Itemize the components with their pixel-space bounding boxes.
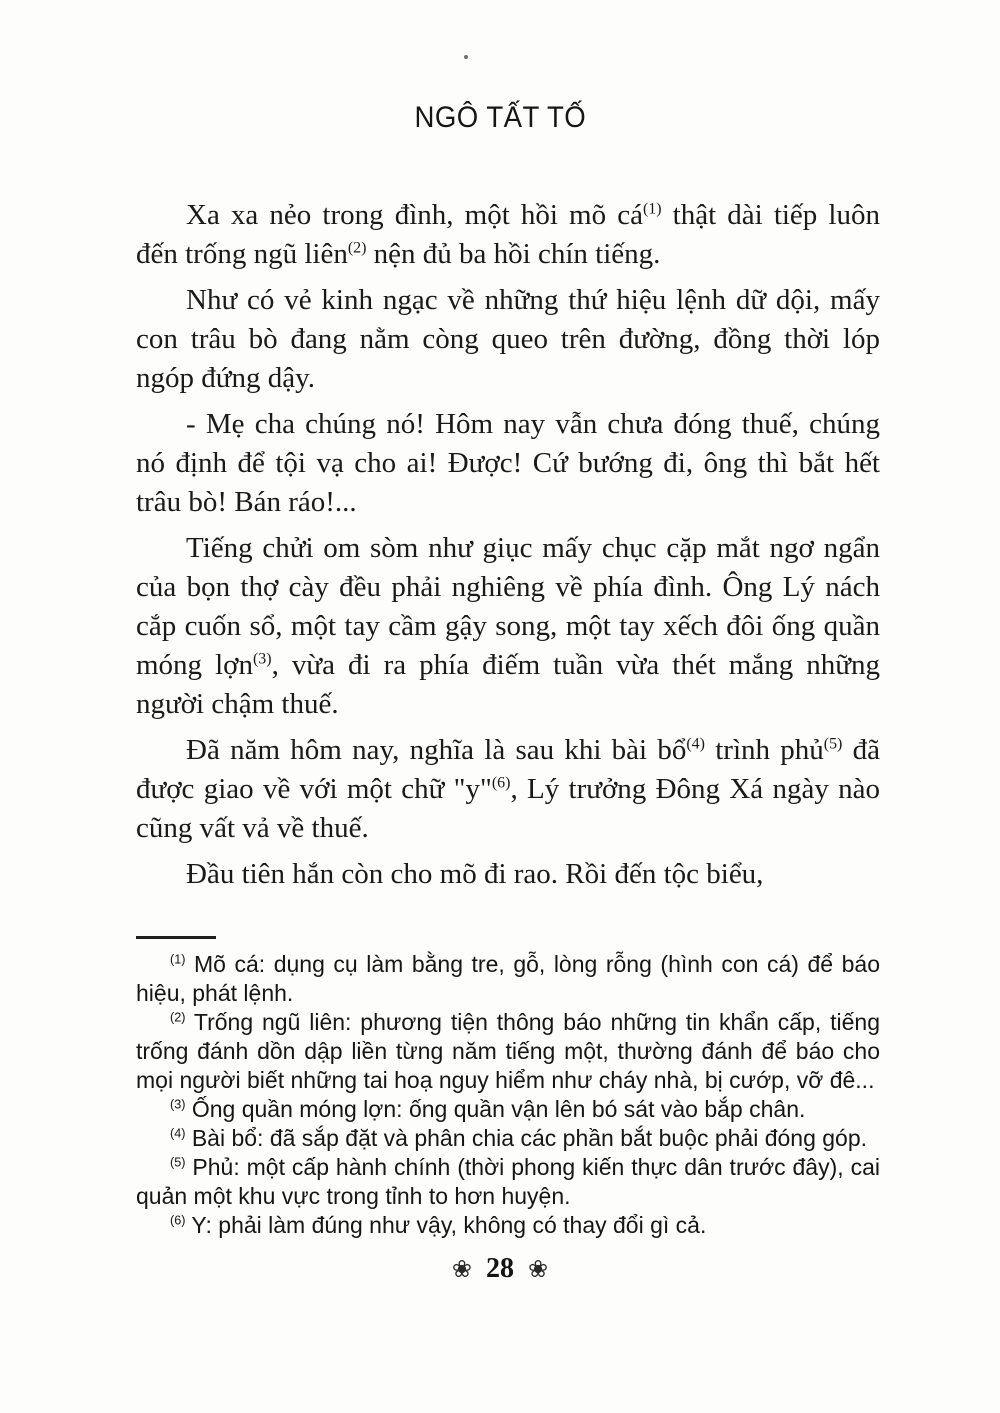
- footnote-marker: (5): [823, 735, 843, 753]
- footnote-marker: (2): [170, 1010, 186, 1025]
- author-header: NGÔ TẤT TỐ: [414, 101, 586, 134]
- footnote-marker: (6): [491, 774, 511, 792]
- paragraph: - Mẹ cha chúng nó! Hôm nay vẫn chưa đóng thuế, chúng nó định để tội vạ cho ai! Được! Cứ bướng đi, ông thì bắt hết trâu bò! Bán ráo!...: [136, 408, 880, 518]
- paragraph: Đầu tiên hắn còn cho mõ đi rao. Rồi đến tộc biểu,: [186, 858, 764, 890]
- paragraph: Tiếng chửi om sòm như giục mấy chục cặp mắt ngơ ngẩn của bọn thợ cày đều phải nghiêng về phía đình. Ông Lý nách cắp cuốn sổ, một tay cầm gậy song, một tay xếch đôi ống quần móng lợn$^{(3)}$, vừa đi ra phía điếm tuần vừa thét mắng những người chậm thuế.: [136, 532, 880, 720]
- footnote-item: $^{(1)}$ Mõ cá: dụng cụ làm bằng tre, gỗ, lòng rỗng (hình con cá) để báo hiệu, phát lệnh.: [136, 951, 880, 1006]
- footnote-item: $^{(6)}$ Y: phải làm đúng như vậy, không có thay đổi gì cả.: [170, 1212, 707, 1238]
- footnote-marker: (4): [686, 735, 705, 753]
- paragraph: Xa xa nẻo trong đình, một hồi mõ cá$^{(1)}$ thật dài tiếp luôn đến trống ngũ liên$^{(2)}$ nện đủ ba hồi chín tiếng.: [136, 199, 880, 270]
- footnote-item: $^{(2)}$ Trống ngũ liên: phương tiện thông báo những tin khẩn cấp, tiếng trống đánh dồn dập liền từng năm tiếng một, thường đánh để báo cho mọi người biết những tai hoạ nguy hiểm như cháy nhà, bị cướp, vỡ đê...: [136, 1009, 880, 1093]
- scan-speck: [464, 55, 468, 59]
- footnote-marker: (2): [347, 239, 367, 257]
- page-header-wrap: [0, 0, 1000, 136]
- footnote-marker: (1): [642, 200, 662, 218]
- page-footer: [0, 1253, 1000, 1285]
- flower-ornament-icon: ❀: [528, 1255, 549, 1283]
- footnote-marker: (5): [170, 1155, 186, 1170]
- footnote-item: $^{(3)}$ Ống quần móng lợn: ống quần vận lên bó sát vào bắp chân.: [170, 1096, 806, 1122]
- footnote-marker: (3): [253, 650, 272, 668]
- footnote-marker: (1): [170, 952, 186, 967]
- footnote-marker: (3): [170, 1097, 186, 1112]
- page-number: 28: [486, 1253, 514, 1284]
- paragraph: Như có vẻ kinh ngạc về những thứ hiệu lệnh dữ dội, mấy con trâu bò đang nằm còng queo trên đường, đồng thời lóp ngóp đứng dậy.: [136, 284, 880, 394]
- footnote-marker: (6): [170, 1213, 186, 1228]
- footnotes-section: [136, 950, 880, 1240]
- footnote-separator: [136, 936, 216, 939]
- paragraph: Đã năm hôm nay, nghĩa là sau khi bài bổ$^{(4)}$ trình phủ$^{(5)}$ đã được giao về với một chữ "y"$^{(6)}$, Lý trưởng Đông Xá ngày nào cũng vất vả về thuế.: [136, 734, 881, 844]
- text-column: [136, 196, 880, 1240]
- footnote-item: $^{(5)}$ Phủ: một cấp hành chính (thời phong kiến thực dân trước đây), cai quản một khu vực trong tỉnh to hơn huyện.: [136, 1154, 880, 1209]
- flower-ornament-icon: ❀: [451, 1255, 472, 1283]
- footnote-item: $^{(4)}$ Bài bổ: đã sắp đặt và phân chia các phần bắt buộc phải đóng góp.: [170, 1125, 868, 1151]
- body-paragraphs: [136, 196, 880, 894]
- footnote-marker: (4): [170, 1126, 186, 1141]
